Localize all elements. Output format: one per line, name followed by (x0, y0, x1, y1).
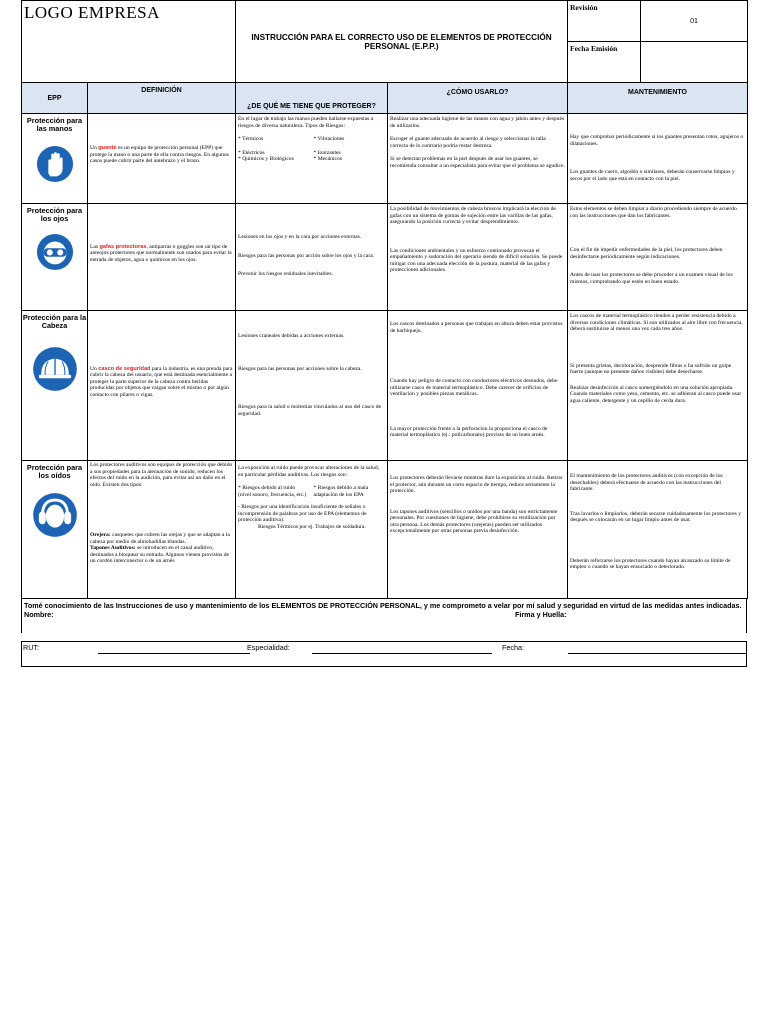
fecha-emision-value (641, 42, 748, 83)
proteger-cell: Lesiones craneales debidas a acciones externas. Riesgos para las personas por acciones sobre la cabeza. Riesgos para la salud o molestias vinculados al uso del casco de seguridad. (236, 311, 388, 461)
como-usarlo-cell: La posibilidad de movimientos de cabeza bruscos implicará la elección de gafas con un sistema de gomas de sujeción entre las varillas de las gafas, asegurando la posición correcta y evitar desprendimiento. Las condiciones ambientales y un esfuerzo continuado provocan el empañamiento y sudoración del operario siendo de difícil solución. Se puede mitigar con una adecuada elección de la postura, material de las gafas y protecciones adicionales. (388, 204, 568, 311)
definicion-cell: Las gafas protectoras, antiparras o goggles son un tipo de anteojos protectores que normalmente son usados para evitar la entrada de objetos, agua o químicos en los ojos. (88, 204, 236, 311)
especialidad-field[interactable] (312, 653, 492, 654)
column-header-proteger: ¿DE QUÉ ME TIENE QUE PROTEGER? (236, 83, 388, 114)
epp-label: Protección para los ojos (26, 206, 83, 223)
column-header-definicion: DEFINICIÓN (88, 83, 236, 114)
revision-box (568, 1, 748, 83)
definicion-cell: Los protectores auditivos son equipos de protección que debido a sus propiedades para la atenuación de sonido, reducen los efectos del ruido en la audición, para evitar así un daño en el oído. Existen dos tipos: Orejera: casquetes que cubren las orejas y que se adaptan a la cabeza por medio de almohadillas blandas. Tapones Auditivos: se introducen en el canal auditivo, destinados a bloquear su entrada. Algunos vienen provistos de un cordón interconector o de un arnés (88, 461, 236, 599)
keyword-gafas: gafas protectoras (99, 243, 147, 250)
table-row (22, 311, 748, 461)
helmet-icon (32, 346, 78, 392)
mantenimiento-cell: Hay que comprobar periódicamente si los guantes presentan rotos, agujeros o dilataciones. Los guantes de cuero, algodón o similares, deberán conservarse limpios y secos por el lado que está en contacto con la piel. (568, 114, 748, 204)
epp-ojos (22, 204, 88, 311)
keyword-casco: casco de seguridad (98, 365, 151, 372)
proteger-cell: La exposición al ruido puede provocar alteraciones de la salud, en particular pérdidas auditivas. Los riesgos son: * Riesgos debido al ruido (nivel sonoro, frecuencia, etc.) * Riesgos debido a mala adaptación de los EPA - Riesgos por una identificación insuficiente de señales o incomprensión de palabras por uso de EPA (elementos de protección auditiva). Riesgos Térmicos por ej. Trabajos de soldadura. (236, 461, 388, 599)
epp-label: Protección para la Cabeza (22, 313, 87, 330)
epp-table (21, 0, 748, 599)
firma-huella-label: Firma y Huella: (515, 610, 567, 619)
ear-muffs-icon (32, 492, 78, 538)
epp-form (21, 0, 747, 667)
epp-oidos (22, 461, 88, 599)
epp-manos (22, 114, 88, 204)
definicion-cell: Un casco de seguridad para la industria, es una prenda para cubrir la cabeza del usuario, que está destinada esencialmente a proteger la parte superior de la cabeza contra heridas producidas por objetos que caigan sobre el mismo o por algún contacto con pilares o vigas. (88, 311, 236, 461)
revision-value: 01 (641, 1, 748, 42)
table-row (22, 461, 748, 599)
column-header-como-usarlo: ¿CÓMO USARLO? (388, 83, 568, 114)
table-row (22, 204, 748, 311)
rut-label: RUT: (23, 643, 39, 652)
especialidad-label: Especialidad: (247, 643, 290, 652)
como-usarlo-cell: Los protectores deberán llevarse mientras dure la exposición al ruido. Retirar el protector, aún durante un corto espacio de tiempo, reduce seriamente la protección. Los tapones auditivos (sencillos o unidos por una banda) son estrictamente personales. Por cuestiones de higiene, debe prohibirse su reutilización por otra persona. Los demás protectores (orejeras) pueden ser utilizados excepcionalmente por otras personas previa desinfección. (388, 461, 568, 599)
epp-cabeza (22, 311, 88, 461)
epp-label: Protección para las manos (26, 116, 83, 133)
rut-field[interactable] (98, 653, 250, 654)
mantenimiento-cell: Los cascos de material termoplástico tienden a perder resistencia debido a diversas condiciones climáticas. Si son utilizados al aire libre con frecuencia, deberá sustituirse al menos una vez cada tres años. Si presenta grietas, decoloración, desprende fibras o ha sufrido un golpe fuerte (aunque no presente daños visibles) debe desecharse. Realizar desinfección al casco sumergiéndolo en una solución apropiada. Cuando materiales como yeso, cemento, etc. se adhieran al casco puede usar agua caliente, detergente y un cepillo de cerda dura. (568, 311, 748, 461)
mantenimiento-cell: Estos elementos se deben limpiar a diario procediendo siempre de acuerdo con las instrucciones que dan los fabricantes. Con el fin de impedir enfermedades de la piel, los protectores deben desinfectarse periódicamente según indicaciones. Antes de usar los protectores se debe proceder a un examen visual de los mismos, comprobando que estén en buen estado. (568, 204, 748, 311)
table-row (22, 114, 748, 204)
fecha-label: Fecha: (502, 643, 524, 652)
column-header-epp: EPP (22, 83, 88, 114)
epp-label: Protección para los oídos (26, 463, 83, 480)
fecha-field[interactable] (568, 653, 746, 654)
glove-icon (36, 145, 74, 183)
definicion-cell: Un guante es un equipo de protección personal (EPP) que protege la mano o una parte de ella contra riesgos. En algunos casos puede cubrir parte del antebrazo y el brazo. (88, 114, 236, 204)
logo-text: LOGO EMPRESA (22, 1, 236, 83)
revision-label: Revisión (568, 1, 641, 42)
column-header-mantenimiento: MANTENIMIENTO (568, 83, 748, 114)
goggles-icon (36, 233, 74, 271)
como-usarlo-cell: Los cascos destinados a personas que trabajan en altura deben estar provistos de barbiquejo. Cuando hay peligro de contacto con conductores eléctricos desnudos, debe utilizarse casco de material termoplástico. Debe carecer de orificios de ventilación y posibles piezas metálicas. La mayor protección frente a la perforación la proporciona el casco de material termoplástico (ej.: policarbonato) provisto de un buen arnés. (388, 311, 568, 461)
footer-fields (21, 641, 747, 667)
footer-statement: Tomé conocimiento de las Instrucciones de uso y mantenimiento de los ELEMENTOS DE PROTECCIÓN PERSONAL, y me comprometo a velar por mí salud y seguridad en virtud de las medidas antes indicadas. (24, 601, 742, 610)
footer-statement-box (21, 599, 747, 633)
document-title: INSTRUCCIÓN PARA EL CORRECTO USO DE ELEMENTOS DE PROTECCIÓN PERSONAL (E.P.P.) (236, 1, 568, 83)
keyword-guante: guante (98, 145, 117, 152)
nombre-label: Nombre: (24, 610, 54, 619)
como-usarlo-cell: Realizar una adecuada higiene de las manos con agua y jabón antes y después de utilizarlos. Escoger el guante adecuado de acuerdo al riesgo y seleccionar la talla correcta de lo contrario podría restar destreza. Si se detectan problemas en la piel después de usar los guantes, se recomienda consultar a un especialista para evitar que el problema se agudice. (388, 114, 568, 204)
fecha-emision-label: Fecha Emisión (568, 42, 641, 83)
proteger-cell: En el lugar de trabajo las manos pueden hallarse expuestas a riesgos de diversa naturaleza. Tipos de Riesgos: * Térmicos * Vibraciones * Eléctricos * Ionizantes * Químicos y Biológicos * Mecánicos (236, 114, 388, 204)
proteger-cell: Lesiones en los ojos y en la cara por acciones externas. Riesgos para las personas por acción sobre los ojos y la cara. Prevenir los riesgos residuales inevitables. (236, 204, 388, 311)
mantenimiento-cell: El mantenimiento de los protectores auditivos (con excepción de los desechables) deberá efectuarse de acuerdo con las instrucciones del fabricante. Tras lavarlos o limpiarlos, deberán secarse cuidadosamente los protectores y después se colocarán en un lugar limpio antes de usar. Deberán reforzarse los protectores cuando hayan alcanzado su límite de empleo o cuando se hayan ensuciado o deteriorado. (568, 461, 748, 599)
